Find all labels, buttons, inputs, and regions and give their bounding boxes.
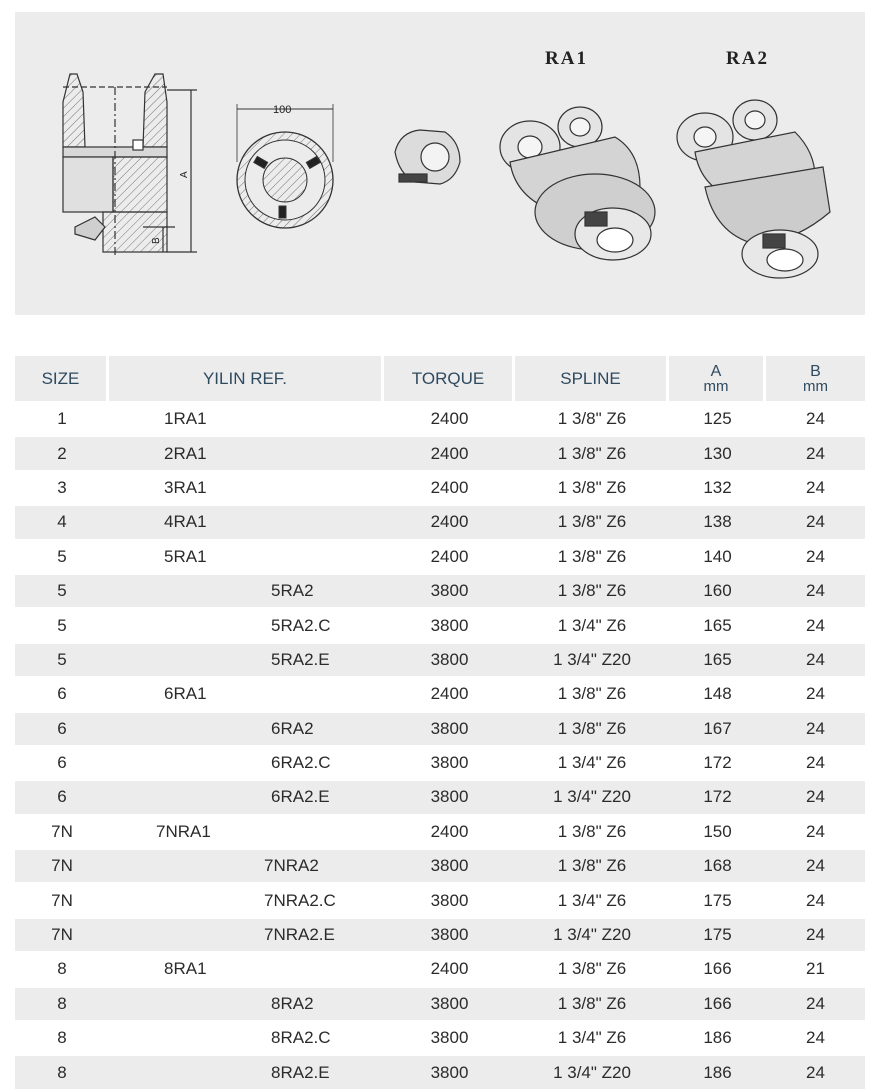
- cell-torque: 2400: [384, 814, 515, 848]
- cell-ref: 8RA2.C: [109, 1020, 384, 1054]
- cell-size: 5: [15, 642, 109, 676]
- cell-spline: 1 3/4" Z6: [515, 745, 669, 779]
- table-row: [15, 607, 865, 641]
- cell-a: 165: [669, 642, 766, 676]
- header-spline: SPLINE: [515, 356, 669, 401]
- cell-a: 175: [669, 917, 766, 951]
- cell-spline: 1 3/4" Z20: [515, 779, 669, 813]
- cell-spline: 1 3/8" Z6: [515, 814, 669, 848]
- cell-torque: 2400: [384, 676, 515, 710]
- cell-b: 24: [766, 435, 865, 469]
- table-row: [15, 539, 865, 573]
- cell-ref: 1RA1: [109, 401, 384, 435]
- cell-b: 24: [766, 779, 865, 813]
- cell-b: 24: [766, 1054, 865, 1088]
- table-row: [15, 401, 865, 435]
- cell-a: 172: [669, 745, 766, 779]
- cell-b: 24: [766, 986, 865, 1020]
- cell-spline: 1 3/8" Z6: [515, 676, 669, 710]
- table-row: [15, 814, 865, 848]
- cell-ref: 8RA2: [109, 986, 384, 1020]
- table-row: [15, 435, 865, 469]
- cell-spline: 1 3/4" Z20: [515, 917, 669, 951]
- table-row: [15, 1020, 865, 1054]
- cell-spline: 1 3/4" Z6: [515, 607, 669, 641]
- cell-spline: 1 3/8" Z6: [515, 504, 669, 538]
- cell-size: 1: [15, 401, 109, 435]
- cell-a: 140: [669, 539, 766, 573]
- cell-size: 7N: [15, 848, 109, 882]
- cell-b: 24: [766, 848, 865, 882]
- section-view-drawing: [63, 74, 197, 257]
- cell-spline: 1 3/8" Z6: [515, 470, 669, 504]
- dimension-a-label: A: [179, 171, 190, 178]
- table-row: [15, 882, 865, 916]
- cell-b: 24: [766, 676, 865, 710]
- cell-size: 6: [15, 676, 109, 710]
- cell-b: 24: [766, 917, 865, 951]
- cell-size: 6: [15, 711, 109, 745]
- cell-a: 160: [669, 573, 766, 607]
- cell-size: 5: [15, 607, 109, 641]
- table-row: [15, 573, 865, 607]
- cell-ref: 7NRA2: [109, 848, 384, 882]
- table-body: [15, 401, 865, 1089]
- cell-spline: 1 3/8" Z6: [515, 573, 669, 607]
- cell-a: 186: [669, 1020, 766, 1054]
- cell-torque: 3800: [384, 882, 515, 916]
- cell-ref: 7NRA1: [109, 814, 384, 848]
- cell-spline: 1 3/8" Z6: [515, 401, 669, 435]
- cell-torque: 3800: [384, 779, 515, 813]
- cell-spline: 1 3/4" Z6: [515, 1020, 669, 1054]
- cell-size: 3: [15, 470, 109, 504]
- cell-torque: 3800: [384, 986, 515, 1020]
- cell-torque: 3800: [384, 573, 515, 607]
- cell-b: 24: [766, 504, 865, 538]
- cell-spline: 1 3/4" Z20: [515, 642, 669, 676]
- table-row: [15, 848, 865, 882]
- cell-b: 24: [766, 470, 865, 504]
- cell-a: 125: [669, 401, 766, 435]
- cell-ref: 5RA2: [109, 573, 384, 607]
- cell-b: 24: [766, 711, 865, 745]
- cell-b: 24: [766, 607, 865, 641]
- header-size: SIZE: [15, 356, 109, 401]
- cell-size: 5: [15, 539, 109, 573]
- header-a-label: A: [710, 362, 722, 380]
- cell-ref: 6RA2.C: [109, 745, 384, 779]
- header-b-unit: mm: [803, 377, 828, 395]
- cell-size: 7N: [15, 917, 109, 951]
- cell-ref: 3RA1: [109, 470, 384, 504]
- cell-b: 21: [766, 951, 865, 985]
- header-a-unit: mm: [703, 377, 729, 395]
- dimension-b-label: B: [151, 237, 162, 244]
- cell-a: 165: [669, 607, 766, 641]
- cell-b: 24: [766, 539, 865, 573]
- cell-ref: 6RA2: [109, 711, 384, 745]
- cell-size: 6: [15, 779, 109, 813]
- cell-a: 150: [669, 814, 766, 848]
- cell-spline: 1 3/8" Z6: [515, 539, 669, 573]
- end-view-drawing: [237, 104, 333, 228]
- cell-size: 8: [15, 986, 109, 1020]
- cell-torque: 3800: [384, 642, 515, 676]
- cell-a: 168: [669, 848, 766, 882]
- cell-torque: 2400: [384, 504, 515, 538]
- cell-b: 24: [766, 814, 865, 848]
- cell-size: 7N: [15, 814, 109, 848]
- header-b-label: B: [810, 362, 821, 380]
- cell-size: 6: [15, 745, 109, 779]
- header-torque: TORQUE: [384, 356, 515, 401]
- cell-ref: 5RA1: [109, 539, 384, 573]
- cell-spline: 1 3/8" Z6: [515, 435, 669, 469]
- specification-table: [15, 356, 865, 1089]
- cell-b: 24: [766, 1020, 865, 1054]
- cell-a: 166: [669, 951, 766, 985]
- cell-spline: 1 3/4" Z20: [515, 1054, 669, 1088]
- cell-a: 138: [669, 504, 766, 538]
- cell-torque: 3800: [384, 745, 515, 779]
- cell-size: 8: [15, 1054, 109, 1088]
- cell-size: 4: [15, 504, 109, 538]
- cell-ref: 2RA1: [109, 435, 384, 469]
- cell-b: 24: [766, 882, 865, 916]
- table-row: [15, 745, 865, 779]
- cell-torque: 2400: [384, 470, 515, 504]
- table-row: [15, 711, 865, 745]
- cell-torque: 2400: [384, 435, 515, 469]
- cell-torque: 2400: [384, 401, 515, 435]
- table-row: [15, 917, 865, 951]
- cell-spline: 1 3/8" Z6: [515, 848, 669, 882]
- cell-a: 175: [669, 882, 766, 916]
- cell-a: 132: [669, 470, 766, 504]
- cell-spline: 1 3/8" Z6: [515, 711, 669, 745]
- table-row: [15, 642, 865, 676]
- cell-a: 148: [669, 676, 766, 710]
- cell-torque: 3800: [384, 917, 515, 951]
- cell-ref: 6RA2.E: [109, 779, 384, 813]
- product-drawing-panel: [15, 12, 865, 315]
- cell-size: 8: [15, 951, 109, 985]
- cell-a: 186: [669, 1054, 766, 1088]
- cell-size: 7N: [15, 882, 109, 916]
- cell-b: 24: [766, 573, 865, 607]
- table-row: [15, 1054, 865, 1088]
- cell-size: 8: [15, 1020, 109, 1054]
- table-row: [15, 779, 865, 813]
- cell-b: 24: [766, 745, 865, 779]
- cell-ref: 8RA1: [109, 951, 384, 985]
- cell-ref: 7NRA2.C: [109, 882, 384, 916]
- table-header-row: [15, 356, 865, 401]
- cell-torque: 3800: [384, 711, 515, 745]
- lock-ring-detail: [395, 130, 460, 184]
- cell-ref: 5RA2.C: [109, 607, 384, 641]
- cell-a: 172: [669, 779, 766, 813]
- cell-ref: 5RA2.E: [109, 642, 384, 676]
- ra1-label: RA1: [545, 48, 588, 69]
- cell-b: 24: [766, 401, 865, 435]
- ra2-yoke-drawing: [677, 100, 830, 278]
- table-row: [15, 676, 865, 710]
- cell-a: 166: [669, 986, 766, 1020]
- cell-torque: 3800: [384, 1020, 515, 1054]
- table-row: [15, 951, 865, 985]
- cell-torque: 2400: [384, 539, 515, 573]
- cell-torque: 3800: [384, 1054, 515, 1088]
- table-row: [15, 504, 865, 538]
- cell-size: 2: [15, 435, 109, 469]
- cell-ref: 8RA2.E: [109, 1054, 384, 1088]
- header-yilin-ref: YILIN REF.: [109, 356, 384, 401]
- cell-a: 130: [669, 435, 766, 469]
- cell-a: 167: [669, 711, 766, 745]
- header-b: [766, 356, 865, 401]
- cell-ref: 6RA1: [109, 676, 384, 710]
- cell-ref: 4RA1: [109, 504, 384, 538]
- table-row: [15, 470, 865, 504]
- cell-b: 24: [766, 642, 865, 676]
- table-row: [15, 986, 865, 1020]
- cell-torque: 3800: [384, 848, 515, 882]
- cell-spline: 1 3/4" Z6: [515, 882, 669, 916]
- cell-ref: 7NRA2.E: [109, 917, 384, 951]
- header-a: [669, 356, 766, 401]
- dimension-100-label: 100: [273, 104, 292, 116]
- cell-torque: 2400: [384, 951, 515, 985]
- technical-drawings: [15, 12, 865, 315]
- ra2-label: RA2: [726, 48, 769, 69]
- ra1-yoke-drawing: [500, 107, 655, 260]
- cell-torque: 3800: [384, 607, 515, 641]
- cell-spline: 1 3/8" Z6: [515, 951, 669, 985]
- cell-spline: 1 3/8" Z6: [515, 986, 669, 1020]
- cell-size: 5: [15, 573, 109, 607]
